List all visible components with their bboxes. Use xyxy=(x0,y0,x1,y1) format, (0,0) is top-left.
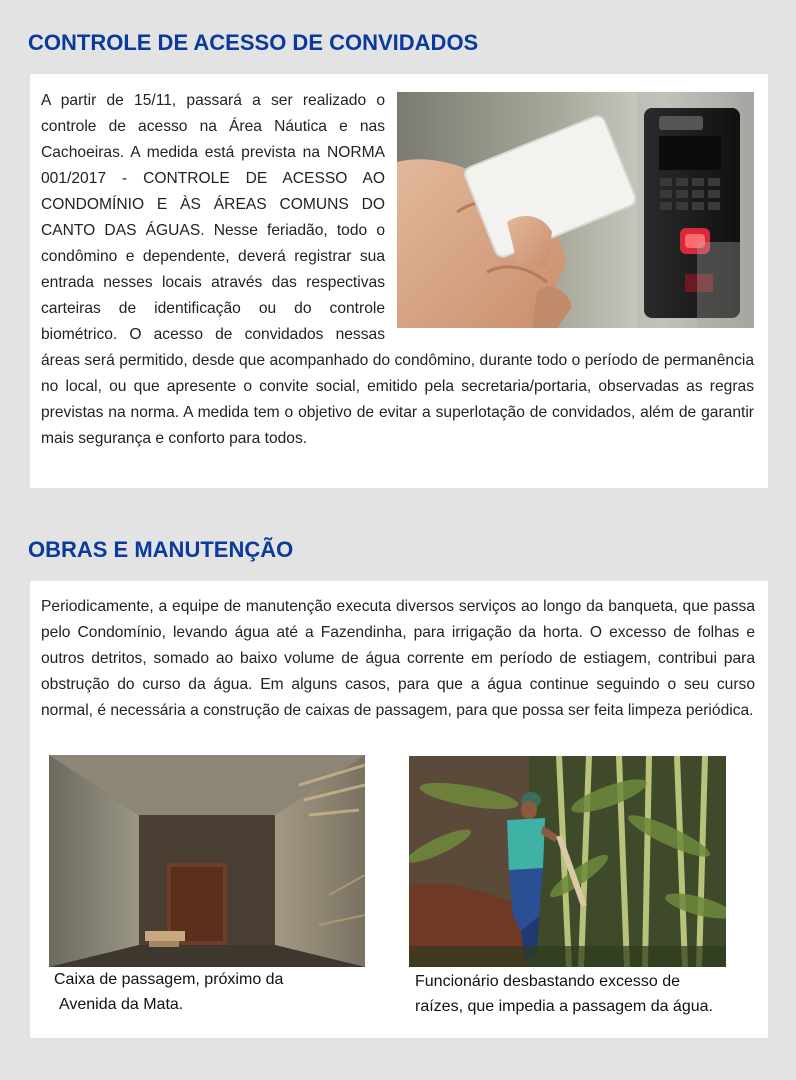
access-control-paragraph: A partir de 15/11, passará a ser realizado o controle de acesso na Área Náutica e nas Cachoeiras. A medida está prevista na NORMA 001/2017 - CONTROLE DE ACESSO AO CONDOMÍNIO E ÀS ÁREAS COMUNS DO CANTO DAS ÁGUAS. Nesse feriadão, todo o condômino e dependente, deverá registrar sua entrada nesses locais através das respectivas carteiras de identificação ou do controle biométrico. O acesso de convidados nessas áreas será permitido, desde que acompanhado do condômino, durante todo o período de permanência no local, ou que apresente o convite social, emitido pela secretaria/portaria, observadas as regras previstas na norma. A medida tem o objetivo de evitar a superlotação de convidados, além de garantir mais segurança e conforto para todos. xyxy=(41,92,754,447)
caption-drainage-box-line1: Caixa de passagem, próximo da xyxy=(54,971,284,988)
access-card-photo xyxy=(397,92,754,328)
access-control-card xyxy=(30,74,768,488)
section-title-maintenance: OBRAS E MANUTENÇÃO xyxy=(28,537,294,562)
access-control-body xyxy=(41,88,754,452)
worker-bamboo-photo xyxy=(409,756,726,967)
maintenance-paragraph: Periodicamente, a equipe de manutenção executa diversos serviços ao longo da banqueta, que passa pelo Condomínio, levando água até a Fazendinha, para irrigação da horta. O excesso de folhas e outros detritos, somado ao baixo volume de água corrente em período de estiagem, contribui para obstrução do curso da água. Em alguns casos, para que a água continue seguindo o seu curso normal, é necessária a construção de caixas de passagem, para que possa ser feita limpeza periódica. xyxy=(41,598,755,719)
caption-drainage-box-line2: Avenida da Mata. xyxy=(59,996,184,1013)
caption-worker-line1: Funcionário desbastando excesso de xyxy=(415,973,681,990)
caption-worker-line2: raízes, que impedia a passagem da água. xyxy=(415,998,713,1015)
section-title-access-control: CONTROLE DE ACESSO DE CONVIDADOS xyxy=(28,30,479,55)
maintenance-card xyxy=(30,581,768,1038)
drainage-box-photo xyxy=(49,755,365,967)
